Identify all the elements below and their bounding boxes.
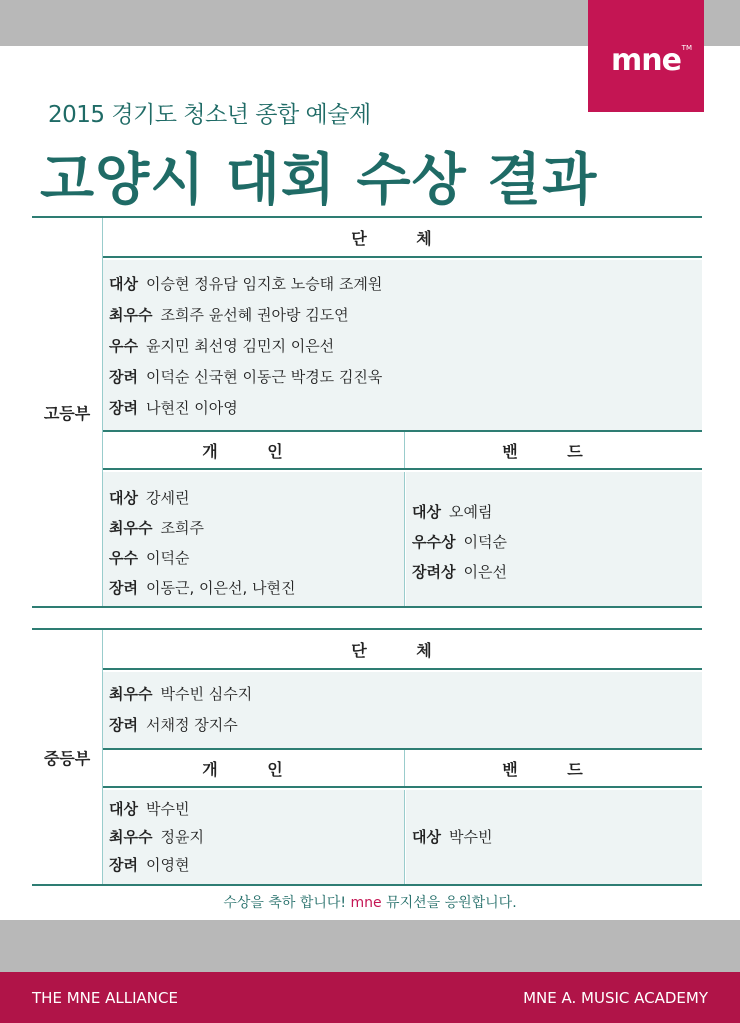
- footer-bar: [0, 972, 740, 1023]
- high-band-results: [406, 472, 702, 606]
- award-level: 대상: [109, 799, 138, 818]
- award-line: [109, 512, 398, 542]
- award-line: [109, 794, 398, 822]
- winner-names: 박수빈: [145, 799, 190, 818]
- award-level: 최우수: [109, 518, 153, 537]
- congratulations-message: [0, 892, 740, 912]
- winner-names: 이덕순: [463, 532, 507, 551]
- middle-school-label: 중등부: [43, 748, 91, 768]
- award-line: [109, 822, 398, 850]
- logo-trademark: TM: [681, 44, 692, 52]
- award-level: 대상: [412, 827, 441, 846]
- award-level: 최우수: [109, 827, 153, 846]
- award-line: [412, 556, 696, 586]
- high-school-label: 고등부: [43, 403, 91, 423]
- middle-group-results: [103, 672, 702, 748]
- winner-names: 오예림: [448, 502, 493, 521]
- award-line: [412, 526, 696, 556]
- award-level: 대상: [109, 488, 138, 507]
- high-band-header: 밴 드: [502, 441, 605, 461]
- winner-names: 나현진 이아영: [145, 399, 238, 417]
- middle-group-header: 단 체: [103, 630, 702, 670]
- award-level: 우수: [109, 337, 138, 355]
- middle-band-results: [406, 790, 702, 884]
- winner-names: 이덕순: [145, 548, 190, 567]
- award-line: [109, 482, 398, 512]
- high-split-header: [103, 430, 702, 470]
- award-line: [412, 496, 696, 526]
- award-line: [109, 678, 696, 709]
- award-line: [109, 850, 398, 878]
- winner-names: 이승현 정유담 임지호 노승태 조계원: [145, 275, 383, 293]
- middle-split-header: [103, 748, 702, 788]
- award-line: [109, 542, 398, 572]
- award-level: 대상: [109, 275, 138, 293]
- middle-individual-header: 개 인: [103, 750, 405, 786]
- event-subtitle: 2015 경기도 청소년 종합 예술제: [48, 102, 371, 128]
- award-line: [109, 361, 696, 392]
- award-level: 우수: [109, 548, 138, 567]
- winner-names: 이동근, 이은선, 나현진: [145, 578, 296, 597]
- award-level: 장려상: [412, 562, 456, 581]
- award-level: 최우수: [109, 685, 153, 703]
- page-title: 고양시 대회 수상 결과: [40, 148, 598, 213]
- message-brand: mne: [350, 895, 382, 911]
- award-line: [109, 299, 696, 330]
- award-level: 장려: [109, 578, 138, 597]
- logo-text: mne: [611, 43, 681, 78]
- winner-names: 서채정 장지수: [145, 716, 238, 734]
- winner-names: 박수빈: [448, 827, 493, 846]
- winner-names: 이은선: [463, 562, 507, 581]
- award-line: [109, 392, 696, 423]
- footer-right-text: MNE A. MUSIC ACADEMY: [523, 988, 708, 1007]
- middle-school-body: [102, 630, 702, 884]
- award-level: 장려: [109, 855, 138, 874]
- winner-names: 이영현: [145, 855, 190, 874]
- mne-logo: [588, 0, 704, 112]
- message-start: 수상을 축하 합니다!: [223, 895, 351, 911]
- winner-names: 조희주: [160, 518, 204, 537]
- high-group-results: [103, 260, 702, 430]
- award-level: 우수상: [412, 532, 456, 551]
- bottom-gray-band: [0, 920, 740, 972]
- middle-individual-results: [103, 790, 405, 884]
- award-line: [109, 268, 696, 299]
- high-school-section: [32, 216, 702, 608]
- message-end: 뮤지션을 응원합니다.: [381, 895, 517, 911]
- winner-names: 윤지민 최선영 김민지 이은선: [145, 337, 335, 355]
- winner-names: 이덕순 신국현 이동근 박경도 김진욱: [145, 368, 383, 386]
- footer-left-text: THE MNE ALLIANCE: [32, 988, 178, 1007]
- award-level: 장려: [109, 368, 138, 386]
- middle-band-header: 밴 드: [502, 759, 605, 779]
- award-line: [412, 822, 696, 850]
- high-individual-results: [103, 472, 405, 606]
- high-individual-header: 개 인: [103, 432, 405, 468]
- high-school-body: [102, 218, 702, 606]
- winner-names: 박수빈 심수지: [160, 685, 253, 703]
- high-group-header: 단 체: [103, 218, 702, 258]
- award-level: 최우수: [109, 306, 153, 324]
- award-level: 장려: [109, 399, 138, 417]
- winner-names: 강세린: [145, 488, 190, 507]
- award-line: [109, 330, 696, 361]
- award-line: [109, 572, 398, 602]
- winner-names: 조희주 윤선혜 권아랑 김도연: [160, 306, 349, 324]
- award-level: 장려: [109, 716, 138, 734]
- award-line: [109, 709, 696, 740]
- middle-school-section: [32, 628, 702, 886]
- award-level: 대상: [412, 502, 441, 521]
- winner-names: 정윤지: [160, 827, 204, 846]
